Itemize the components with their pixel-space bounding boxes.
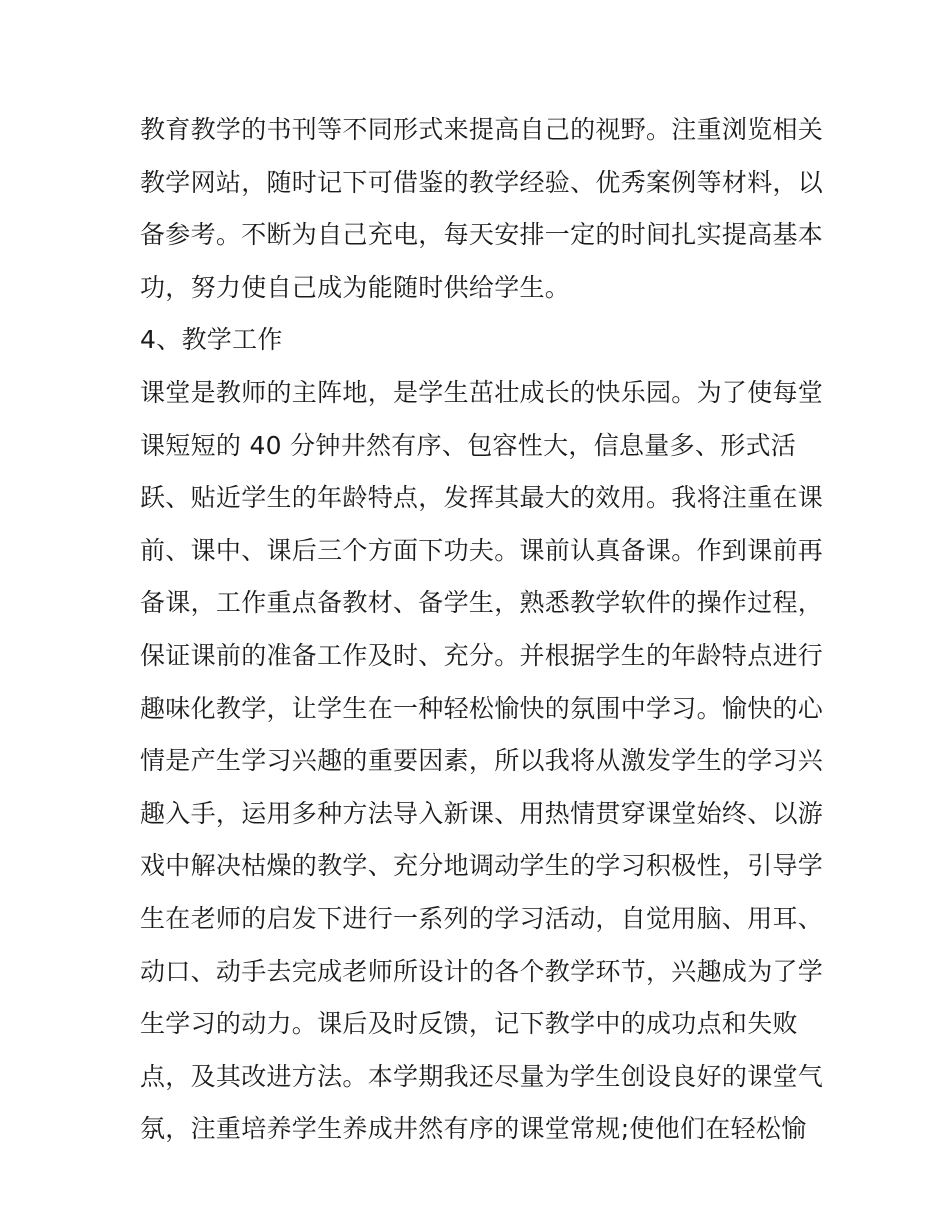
text-line: 备课，工作重点备教材、备学生，熟悉教学软件的操作过程， (140, 588, 824, 618)
text-line: 功，努力使自己成为能随时供给学生。 (140, 272, 571, 302)
text-line: 动口、动手去完成老师所设计的各个教学环节，兴趣成为了学 (140, 956, 824, 986)
text-line: 戏中解决枯燥的教学、充分地调动学生的学习积极性，引导学 (140, 851, 824, 881)
text-line: 教育教学的书刊等不同形式来提高自己的视野。注重浏览相关 (140, 115, 824, 144)
text-line: 保证课前的准备工作及时、充分。并根据学生的年龄特点进行 (140, 640, 824, 670)
text-line: 趣味化教学，让学生在一种轻松愉快的氛围中学习。愉快的心 (140, 693, 824, 723)
text-line: 跃、贴近学生的年龄特点，发挥其最大的效用。我将注重在课 (140, 483, 824, 513)
text-line: 课短短的 40 分钟井然有序、包容性大，信息量多、形式活 (140, 430, 797, 460)
text-line: 备参考。不断为自己充电，每天安排一定的时间扎实提高基本 (140, 220, 824, 250)
section-heading: 4、教学工作 (140, 325, 283, 355)
text-line: 课堂是教师的主阵地，是学生茁壮成长的快乐园。为了使每堂 (140, 377, 824, 407)
text-line: 教学网站，随时记下可借鉴的教学经验、优秀案例等材料，以 (140, 167, 824, 197)
text-line: 生在老师的启发下进行一系列的学习活动，自觉用脑、用耳、 (140, 903, 824, 933)
text-line: 点，及其改进方法。本学期我还尽量为学生创设良好的课堂气 (140, 1061, 824, 1091)
text-line: 前、课中、课后三个方面下功夫。课前认真备课。作到课前再 (140, 535, 824, 565)
text-line: 氛，注重培养学生养成井然有序的课堂常规;使他们在轻松愉 (140, 1114, 807, 1144)
text-line: 生学习的动力。课后及时反馈，记下教学中的成功点和失败 (140, 1009, 798, 1039)
body-text (140, 104, 840, 1156)
text-line: 趣入手，运用多种方法导入新课、用热情贯穿课堂始终、以游 (140, 798, 824, 828)
text-line: 情是产生学习兴趣的重要因素，所以我将从激发学生的学习兴 (140, 746, 824, 776)
